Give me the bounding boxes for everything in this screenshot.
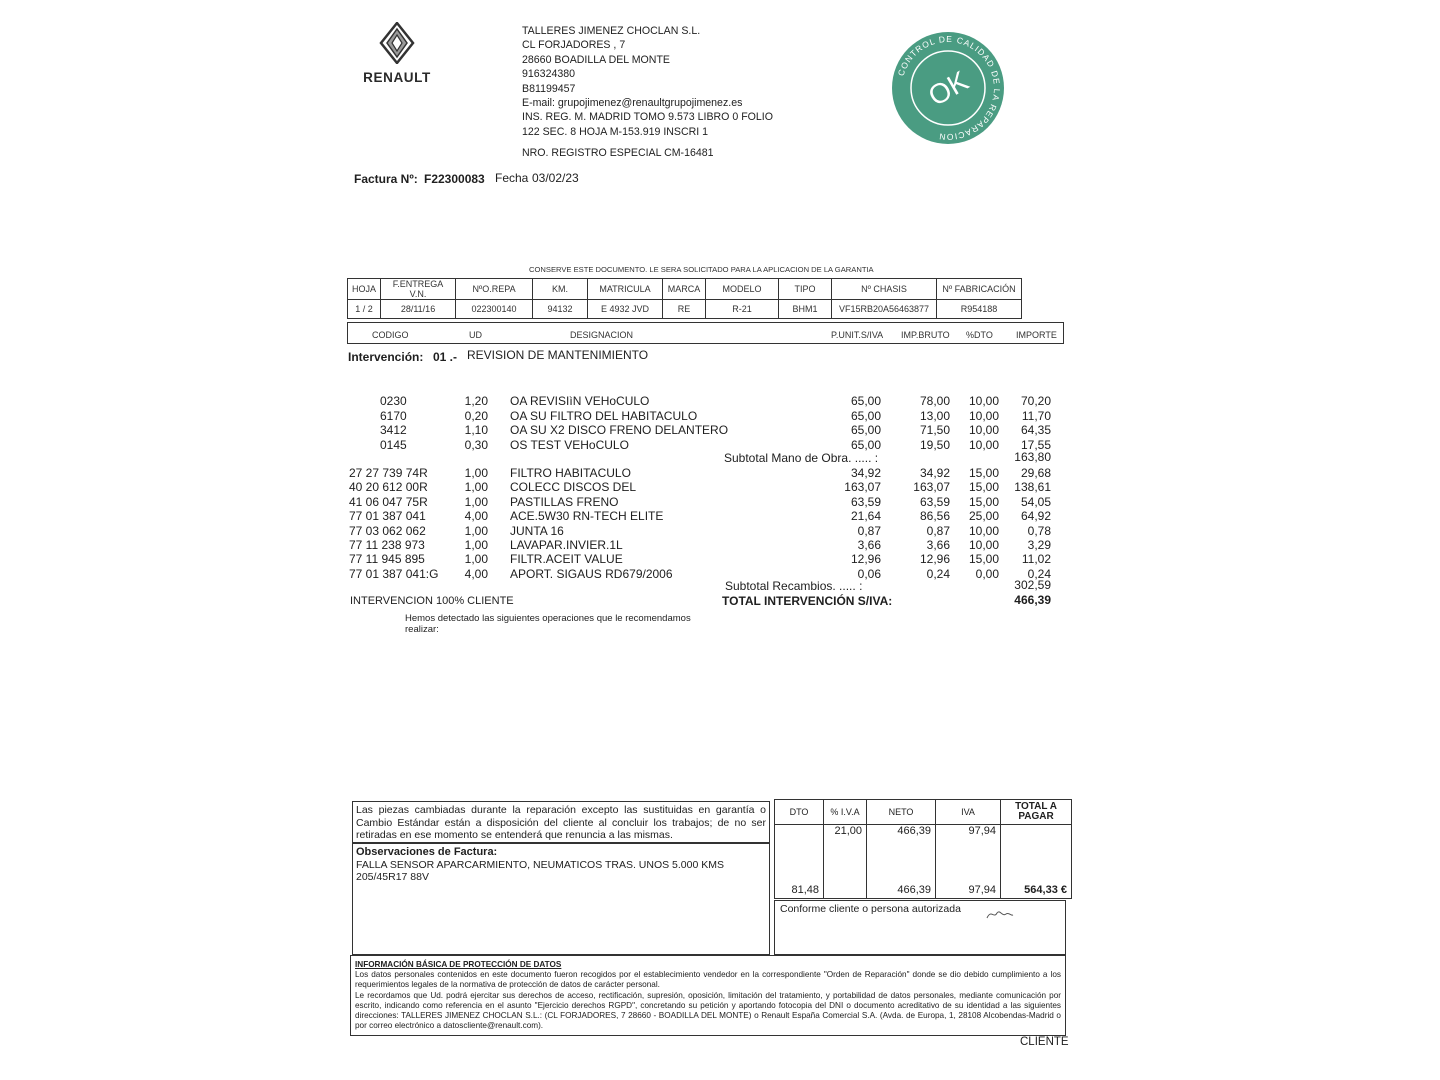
line-desc: FILTR.ACEIT VALUE xyxy=(510,552,623,567)
line-amount: 64,35 xyxy=(1020,423,1051,437)
line-discount: 10,00 xyxy=(968,523,999,538)
line-amount: 0,78 xyxy=(1027,523,1051,538)
line-code: 0145 xyxy=(380,437,407,452)
vehicle-header: KM. xyxy=(533,279,588,300)
vehicle-value: 1 / 2 xyxy=(348,300,381,319)
vehicle-value: 94132 xyxy=(533,300,588,319)
line-desc: JUNTA 16 xyxy=(510,523,564,538)
vehicle-value: RE xyxy=(663,300,706,319)
line-discount: 10,00 xyxy=(968,538,999,552)
totals-neto-cell xyxy=(867,825,936,899)
line-unit-price: 163,07 xyxy=(844,480,881,495)
col-dto: %DTO xyxy=(966,330,993,340)
line-desc: OS TEST VEHoCULO xyxy=(510,437,629,452)
line-unit-price: 65,00 xyxy=(850,437,881,452)
line-desc: OA REVISIìN VEHoCULO xyxy=(510,394,650,408)
col-designacion: DESIGNACION xyxy=(570,330,634,340)
total-intervention-value: 466,39 xyxy=(1014,593,1051,607)
col-punit: P.UNIT.S/IVA xyxy=(831,330,884,340)
observations-line: 205/45R17 88V xyxy=(356,871,429,883)
line-unit-price: 0,87 xyxy=(857,523,881,538)
line-unit-price: 3,66 xyxy=(857,538,881,552)
table-row xyxy=(348,480,1053,494)
table-row xyxy=(348,394,1053,408)
observations-title: Observaciones de Factura: xyxy=(356,846,498,858)
parts-notice: Las piezas cambiadas durante la reparación excepto las sustituidas en garantía o Cambio Estándar están a disposición del cliente al concluir los trabajos; de no ser retiradas en ese momento se entenderá que renuncia a las mismas. xyxy=(352,801,770,843)
line-gross: 71,50 xyxy=(919,423,950,437)
col-importe: IMPORTE xyxy=(1016,330,1057,340)
line-ud: 1,00 xyxy=(464,494,488,509)
stamp-ring-text: CONTROL DE CALIDAD DE LA REPARACION xyxy=(895,33,1003,143)
line-discount: 15,00 xyxy=(968,552,999,567)
line-discount: 10,00 xyxy=(968,408,999,423)
totals-header: % I.V.A xyxy=(824,800,867,825)
company-line: TALLERES JIMENEZ CHOCLAN S.L. xyxy=(522,25,701,37)
line-desc: OA SU FILTRO DEL HABITACULO xyxy=(510,408,698,423)
line-discount: 25,00 xyxy=(968,509,999,524)
vehicle-header: MODELO xyxy=(706,279,779,300)
line-ud: 1,00 xyxy=(464,552,488,567)
line-unit-price: 65,00 xyxy=(850,408,881,423)
line-unit-price: 63,59 xyxy=(850,494,881,509)
line-amount: 70,20 xyxy=(1020,394,1051,408)
vehicle-value: E 4932 JVD xyxy=(588,300,663,319)
company-line: 916324380 xyxy=(522,68,576,81)
table-row xyxy=(348,509,1053,523)
line-unit-price: 0,06 xyxy=(857,566,881,581)
brand-name: RENAULT xyxy=(363,70,431,85)
line-code: 3412 xyxy=(380,423,407,437)
privacy-paragraph: Le recordamos que Ud. podrá ejercitar sus derechos de acceso, rectificación, supresión, oposición, limitación del tratamiento, y portabilidad de datos personales, mediante comunicación por escrito, indicando como referencia en el asunto "Ejercicio derechos RGPD", concretando su petición y aportando fotocopia del DNI o documento acreditativo de su identidad a las siguientes direcciones: TALLERES JIMENEZ CHOCLAN S.L.: (CL FORJADORES, 7 28660 - BOADILLA DEL MONTE) o Renault España Comercial S.A. (Avda. de Europa, 1, 28108 Alcobendas-Madrid o por correo electrónico a datoscliente@renault.com). xyxy=(355,990,1061,1031)
line-ud: 1,20 xyxy=(464,394,488,408)
totals-neto-1: 466,39 xyxy=(897,825,931,837)
vehicle-header: Nº CHASIS xyxy=(832,279,937,300)
vehicle-header: HOJA xyxy=(348,279,381,300)
signature-box xyxy=(774,900,1066,955)
column-header-bar xyxy=(347,322,1064,344)
vehicle-header: NºO.REPA xyxy=(456,279,533,300)
line-unit-price: 34,92 xyxy=(850,466,881,480)
line-discount: 15,00 xyxy=(968,466,999,480)
company-info xyxy=(522,24,773,161)
line-gross: 19,50 xyxy=(919,437,950,452)
col-codigo: CODIGO xyxy=(372,330,409,340)
vehicle-header: F.ENTREGA V.N. xyxy=(381,279,456,300)
line-code: 77 11 945 895 xyxy=(349,552,425,567)
line-amount: 138,61 xyxy=(1014,480,1051,495)
quality-stamp xyxy=(890,30,1006,146)
line-gross: 0,87 xyxy=(926,523,950,538)
vehicle-table xyxy=(347,278,1022,319)
totals-iva-1: 97,94 xyxy=(968,825,996,837)
table-row xyxy=(348,438,1053,452)
line-gross: 78,00 xyxy=(919,394,950,408)
line-gross: 0,24 xyxy=(926,566,950,581)
line-desc: FILTRO HABITACULO xyxy=(510,466,631,480)
privacy-box xyxy=(350,955,1066,1036)
line-gross: 3,66 xyxy=(926,538,950,552)
totals-table xyxy=(774,799,1072,899)
totals-header: NETO xyxy=(867,800,936,825)
totals-header: DTO xyxy=(775,800,824,825)
company-line: B81199457 xyxy=(522,82,576,95)
line-discount: 15,00 xyxy=(968,480,999,495)
recommend-line: Hemos detectado las siguientes operaciones que le recomendamos xyxy=(405,613,691,624)
line-discount: 10,00 xyxy=(968,394,999,408)
observations-box xyxy=(352,843,770,955)
privacy-paragraph: Los datos personales contenidos en este documento fueron recogidos por el establecimiento vendedor en la correspondiente "Orden de Reparación" donde se dio debido cumplimiento a los requerimientos legales de la normativa de protección de datos de carácter personal. xyxy=(355,970,1061,990)
line-code: 77 01 387 041:G xyxy=(349,566,439,581)
line-amount: 17,55 xyxy=(1020,437,1051,452)
total-to-pay: 564,33 € xyxy=(1001,825,1072,899)
line-gross: 34,92 xyxy=(919,466,950,480)
line-gross: 163,07 xyxy=(913,480,950,495)
line-code: 40 20 612 00R xyxy=(349,480,428,495)
subtotal-labor-value: 163,80 xyxy=(1014,450,1051,464)
vehicle-header: MARCA xyxy=(663,279,706,300)
line-discount: 15,00 xyxy=(968,494,999,509)
totals-iva-2: 97,94 xyxy=(968,884,996,896)
line-discount: 10,00 xyxy=(968,437,999,452)
registro-especial: NRO. REGISTRO ESPECIAL CM-16481 xyxy=(522,147,714,160)
totals-dto: 81,48 xyxy=(775,825,824,899)
col-ud: UD xyxy=(469,330,482,340)
line-ud: 0,20 xyxy=(464,408,488,423)
line-ud: 1,10 xyxy=(464,423,488,437)
line-code: 77 11 238 973 xyxy=(349,538,425,552)
recommend-line: realizar: xyxy=(405,624,439,635)
line-code: 77 01 387 041 xyxy=(349,509,426,524)
line-gross: 86,56 xyxy=(919,509,950,524)
col-impbruto: IMP.BRUTO xyxy=(901,330,950,340)
stamp-ok-text: OK xyxy=(922,64,974,112)
line-discount: 10,00 xyxy=(968,423,999,437)
subtotal-labor-label: Subtotal Mano de Obra. ..... : xyxy=(724,451,879,465)
totals-neto-2: 466,39 xyxy=(897,884,931,896)
total-intervention-label: TOTAL INTERVENCIÓN S/IVA: xyxy=(722,594,893,608)
line-amount: 64,92 xyxy=(1020,509,1051,524)
vehicle-value: R-21 xyxy=(706,300,779,319)
company-line: 122 SEC. 8 HOJA M-153.919 INSCRI 1 xyxy=(522,125,709,138)
subtotal-parts-label: Subtotal Recambios. ..... : xyxy=(725,579,863,593)
invoice-date: 03/02/23 xyxy=(532,171,579,185)
vehicle-value: 022300140 xyxy=(456,300,533,319)
line-ud: 1,00 xyxy=(464,523,488,538)
totals-iva-cell xyxy=(936,825,1001,899)
warranty-note: CONSERVE ESTE DOCUMENTO. LE SERA SOLICITADO PARA LA APLICACION DE LA GARANTIA xyxy=(529,265,874,274)
vehicle-header: Nº FABRICACIÓN xyxy=(937,279,1022,300)
observations-line: FALLA SENSOR APARCARMIENTO, NEUMATICOS TRAS. UNOS 5.000 KMS xyxy=(356,858,724,871)
table-row xyxy=(348,538,1053,552)
table-row xyxy=(348,423,1053,437)
line-amount: 3,29 xyxy=(1027,538,1051,552)
line-ud: 1,00 xyxy=(464,538,488,552)
line-ud: 1,00 xyxy=(464,466,488,480)
line-unit-price: 12,96 xyxy=(850,552,881,567)
line-ud: 1,00 xyxy=(464,480,488,495)
renault-logo xyxy=(362,22,432,85)
line-desc: LAVAPAR.INVIER.1L xyxy=(510,538,623,552)
company-line: INS. REG. M. MADRID TOMO 9.573 LIBRO 0 FOLIO xyxy=(522,111,773,124)
renault-diamond-icon xyxy=(379,22,415,64)
intervention-label: Intervención: xyxy=(348,350,424,364)
vehicle-header: MATRICULA xyxy=(588,279,663,300)
line-code: 0230 xyxy=(380,394,407,408)
line-desc: COLECC DISCOS DEL xyxy=(510,480,637,495)
totals-iva-pct: 21,00 xyxy=(824,825,867,899)
table-row xyxy=(348,466,1053,480)
client-note: INTERVENCION 100% CLIENTE xyxy=(350,595,514,607)
vehicle-value: 28/11/16 xyxy=(381,300,456,319)
line-code: 6170 xyxy=(380,408,407,423)
company-line: 28660 BOADILLA DEL MONTE xyxy=(522,53,670,66)
table-row xyxy=(348,524,1053,538)
line-ud: 4,00 xyxy=(464,566,488,581)
line-code: 41 06 047 75R xyxy=(349,494,428,509)
line-desc: ACE.5W30 RN-TECH ELITE xyxy=(510,509,664,524)
line-amount: 29,68 xyxy=(1020,466,1051,480)
line-desc: OA SU X2 DISCO FRENO DELANTERO xyxy=(510,423,729,437)
line-unit-price: 65,00 xyxy=(850,423,881,437)
invoice-label: Factura Nº: xyxy=(354,172,418,186)
company-line: E-mail: grupojimenez@renaultgrupojimenez.es xyxy=(522,97,743,110)
line-ud: 0,30 xyxy=(464,437,488,452)
line-amount: 11,02 xyxy=(1021,552,1051,567)
line-unit-price: 21,64 xyxy=(850,509,881,524)
line-gross: 12,96 xyxy=(919,552,950,567)
signature-scribble xyxy=(985,907,1015,921)
vehicle-value: R954188 xyxy=(937,300,1022,319)
table-row xyxy=(348,409,1053,423)
privacy-title: INFORMACIÓN BÁSICA DE PROTECCIÓN DE DATOS xyxy=(355,960,562,969)
totals-header: IVA xyxy=(936,800,1001,825)
table-row xyxy=(348,495,1053,509)
line-amount: 11,70 xyxy=(1021,408,1051,423)
intervention-number: 01 .- xyxy=(433,350,458,364)
table-row xyxy=(348,552,1053,566)
vehicle-header: TIPO xyxy=(779,279,832,300)
line-desc: APORT. SIGAUS RD679/2006 xyxy=(510,566,673,581)
invoice-date-label: Fecha xyxy=(495,171,529,185)
line-ud: 4,00 xyxy=(464,509,488,524)
vehicle-value: BHM1 xyxy=(779,300,832,319)
totals-header-total: TOTAL A PAGAR xyxy=(1001,800,1072,825)
line-gross: 13,00 xyxy=(919,408,950,423)
line-gross: 63,59 xyxy=(919,494,950,509)
table-row xyxy=(348,567,1053,581)
line-discount: 0,00 xyxy=(975,566,999,581)
line-amount: 0,24 xyxy=(1027,566,1051,581)
copy-label: CLIENTE xyxy=(1020,1036,1069,1048)
line-amount: 54,05 xyxy=(1020,494,1051,509)
vehicle-value: VF15RB20A56463877 xyxy=(832,300,937,319)
subtotal-parts-value: 302,59 xyxy=(1014,578,1051,592)
line-unit-price: 65,00 xyxy=(850,394,881,408)
line-code: 27 27 739 74R xyxy=(349,466,428,480)
invoice-number: F22300083 xyxy=(424,172,485,186)
intervention-title: REVISION DE MANTENIMIENTO xyxy=(467,348,649,362)
line-code: 77 03 062 062 xyxy=(349,523,426,538)
conforme-label: Conforme cliente o persona autorizada xyxy=(780,903,961,915)
line-desc: PASTILLAS FRENO xyxy=(510,494,619,509)
company-line: CL FORJADORES , 7 xyxy=(522,39,626,52)
